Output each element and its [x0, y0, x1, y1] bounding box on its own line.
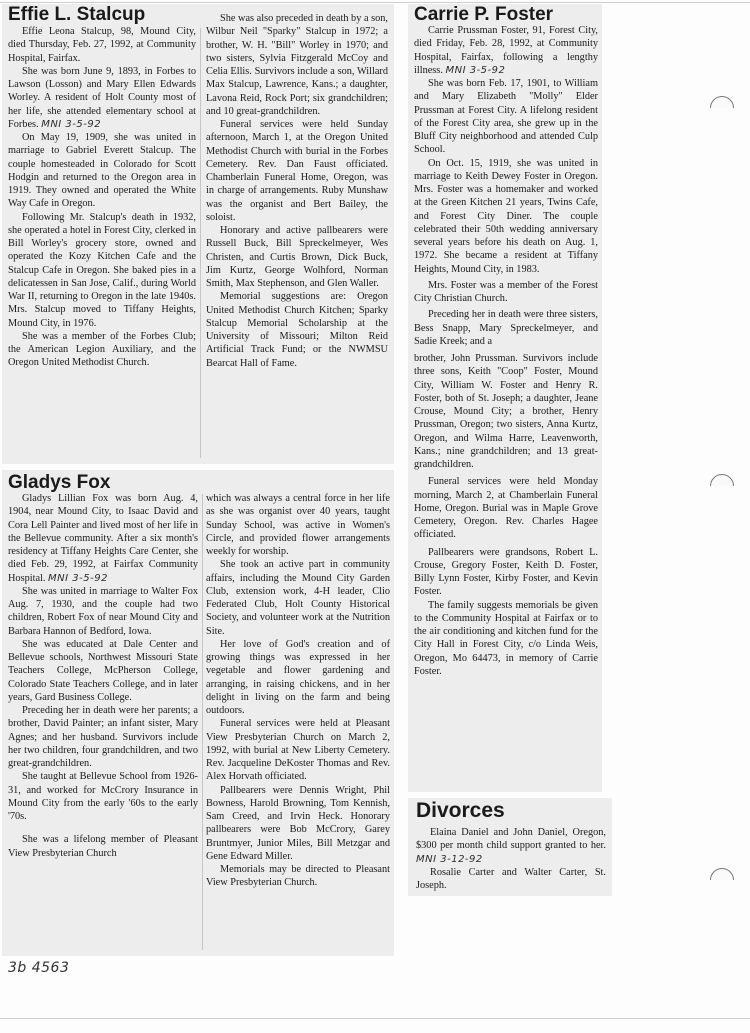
effie-paragraph: She was born June 9, 1893, in Forbes to Lawson (Losson) and Mary Ellen Edwards Worley. A resident of Holt County most of her life, she attended elementary school at Forbes. MNI 3-5-92	[8, 65, 196, 130]
carrie-paragraph: She was born Feb. 17, 1901, to William and Mary Elizabeth "Molly" Elder Prussman at Forest City. A lifelong resident of the Forest City area, she grew up in the Bluff City neighborhood and attended Culp School.	[414, 78, 598, 156]
effie-column-1	[8, 25, 196, 370]
binder-hole-top	[710, 96, 734, 120]
handwritten-date-note: MNI 3-5-92	[445, 64, 506, 76]
obituary-clipping-gladys-fox	[2, 470, 394, 956]
gladys-paragraph: Memorials may be directed to Pleasant View Presbyterian Church.	[206, 864, 390, 889]
gladys-paragraph: Funeral services were held at Pleasant View Presbyterian Church on March 2, 1992, with burial at New Liberty Cemetery. Rev. Jacqueline DeKoster Thomas and Rev. Alex Horvath officiated.	[206, 718, 390, 783]
gladys-paragraph: Her love of God's creation and of growing things was expressed in her vegetable and flower gardening and arranging, in raising chickens, and in her delight in living on the farm and being outdoors.	[206, 638, 390, 716]
effie-paragraph: Memorial suggestions are: Oregon United Methodist Church Kitchen; Sparky Stalcup Memorial Scholarship at the University of Missouri; Milton Reid Artificial Track Fund; or the NWMSU Bearcat Hall of Fame.	[206, 291, 388, 369]
obituary-heading-gladys: Gladys Fox	[8, 472, 111, 493]
binder-hole-middle	[710, 474, 734, 498]
divorce-entry: Rosalie Carter and Walter Carter, St. Joseph.	[416, 866, 606, 891]
handwritten-date-note: MNI 3-5-92	[41, 118, 102, 130]
obituary-heading-effie: Effie L. Stalcup	[8, 4, 146, 25]
gladys-paragraph: She took an active part in community affairs, including the Mound City Garden Club, extension work, 4-H leader, Clio Federated Club, Holt County Historical Society, and volunteer work at the Nutrition Site.	[206, 559, 390, 637]
gladys-paragraph: which was always a central force in her life as she was organist over 40 years, taught Sunday School, was active in Women's Circle, and provided flower arrangements weekly for worship.	[206, 493, 390, 557]
carrie-paragraph: The family suggests memorials be given to the Community Hospital at Fairfax or to the air conditioning and kitchen fund for the City Hall in Forest City, c/o Linda Weis, Oregon, Mo 64473, in memory of Carrie Foster.	[414, 599, 598, 677]
carrie-column	[414, 24, 598, 678]
effie-paragraph: On May 19, 1909, she was united in marriage to Gabriel Everett Stalcup. The couple homesteaded in Colorado for Scott Hodgin and returned to the Oregon area in 1919. They owned and operated the White Way Cafe in Oregon.	[8, 132, 196, 210]
effie-paragraph: Funeral services were held Sunday afternoon, March 1, at the Oregon United Methodist Church with burial in the Forbes Cemetery. Rev. Dan Faust officiated. Chamberlain Funeral Home, Oregon, was in charge of arrangements. Ruby Munshaw was the organist and Bert Bailey, the soloist.	[206, 119, 388, 223]
handwritten-catalog-number: 3b 4563	[8, 960, 70, 976]
binder-hole-bottom	[710, 868, 734, 892]
gladys-paragraph: Preceding her in death were her parents; a brother, David Painter; an infant sister, Mary Agnes; and her husband. Survivors include her two children, four grandchildren, and two great-grandchildren.	[8, 705, 198, 769]
obituary-heading-carrie: Carrie P. Foster	[414, 4, 554, 25]
gladys-paragraph: Pallbearers were Dennis Wright, Phil Bowness, Harold Browning, Tom Kennish, Sam Creed, and Irvin Heck. Honorary pallbearers were Bob McCrory, Garey Bruntmyer, Junior Miles, Bill Metzgar and Gene Edward Miller.	[206, 784, 390, 862]
obituary-clipping-carrie-foster	[408, 4, 602, 792]
carrie-paragraph: Mrs. Foster was a member of the Forest City Christian Church.	[414, 279, 598, 304]
scan-bottom-edge	[0, 1018, 750, 1019]
divorces-heading: Divorces	[416, 799, 505, 822]
divorces-clipping	[408, 798, 612, 896]
gladys-column-1	[8, 492, 198, 860]
gladys-paragraph: She was united in marriage to Walter Fox Aug. 7, 1930, and the couple had two children, Robert Fox of near Mound City and Barbara Hannon of Bedford, Iowa.	[8, 585, 198, 637]
divorce-entry: Elaina Daniel and John Daniel, Oregon, $300 per month child support granted to her. MNI 3-12-92	[416, 827, 606, 865]
gladys-paragraph: She was educated at Dale Center and Bellevue schools, Northwest Missouri State Teachers College, McPherson College, Colorado State Teachers College, and in later years, Gard Business College.	[8, 638, 198, 703]
column-rule	[202, 494, 203, 950]
effie-paragraph: Honorary and active pallbearers were Russell Buck, Bill Spreckelmeyer, Wes Christen, and Curtis Brown, Dick Buck, Jim Kurtz, George Wolhford, Norman Smith, Max Stephenson, and Glen Waller.	[206, 225, 388, 289]
effie-paragraph: She was a member of the Forbes Club; the American Legion Auxiliary, and the Oregon United Methodist Church.	[8, 330, 196, 369]
effie-paragraph: Following Mr. Stalcup's death in 1932, she operated a hotel in Forest City, clerked in Bill Worley's grocery store, owned and operated the Kozy Kitchen Cafe and the Stalcup Cafe in Oregon. She baked pies in a delicatessen in San Jose, Calif., during World War II, returning to Oregon in the late 1940s. Mrs. Stalcup moved to Tiffany Heights, Mound City, in 1976.	[8, 211, 196, 329]
effie-column-2	[206, 12, 388, 370]
handwritten-date-note: MNI 3-5-92	[48, 572, 108, 584]
effie-paragraph: She was also preceded in death by a son, Wilbur Neil "Sparky" Stalcup in 1972; a brother, W. H. "Bill" Worley in 1970; and two sisters, Sylvia Fitzgerald McCoy and Celia Ellis. Survivors include a son, Willard Max Stalcup, Lawrence, Kans.; a daughter, Lavona Reid, Rock Port; six grandchildren; and 10 great-grandchildren.	[206, 13, 388, 117]
obituary-clipping-effie-stalcup	[2, 4, 394, 464]
scan-top-edge	[0, 2, 750, 3]
carrie-paragraph: brother, John Prussman. Survivors include three sons, Keith "Coop" Foster, Mound City, William W. Foster and Henry R. Foster, both of St. Joseph; a daughter, Jeane Crouse, Mound City; a brother, Henry Prussman, Oregon; two sisters, Anna Kurtz, Oregon, and Wilma Harre, Leavenworth, Kans.; nine grandchildren; and 13 great-grandchildren.	[414, 353, 598, 470]
effie-paragraph: Effie Leona Stalcup, 98, Mound City, died Thursday, Feb. 27, 1992, at Community Hospital, Fairfax.	[8, 26, 196, 64]
column-rule	[200, 28, 201, 458]
gladys-paragraph: She was a lifelong member of Pleasant View Presbyterian Church	[8, 834, 198, 859]
gladys-paragraph: She taught at Bellevue School from 1926-31, and worked for McCrory Insurance in Mound City from the early '60s to the early '70s.	[8, 771, 198, 822]
gladys-column-2	[206, 492, 390, 890]
gladys-paragraph: Gladys Lillian Fox was born Aug. 4, 1904, near Mound City, to Isaac David and Cora Lell Painter and lived most of her life in the Bellevue community. After a six month's residency at Tiffany Heights Care Center, she died Feb. 29, 1992, at Fairfax Community Hospital. MNI 3-5-92	[8, 493, 198, 584]
carrie-paragraph: Carrie Prussman Foster, 91, Forest City, died Friday, Feb. 28, 1992, at Community Hospital, Fairfax, following a lengthy illness. MNI 3-5-92	[414, 25, 598, 76]
carrie-paragraph: Preceding her in death were three sisters, Bess Snapp, Mary Spreckelmeyer, and Sadie Kreek; and a	[414, 309, 598, 347]
divorces-column	[416, 826, 606, 892]
carrie-paragraph: Pallbearers were grandsons, Robert L. Crouse, Gregory Foster, Keith D. Foster, Billy Lynn Foster, Kirby Foster, and Kevin Foster.	[414, 546, 598, 598]
carrie-paragraph: Funeral services were held Monday morning, March 2, at Chamberlain Funeral Home, Oregon. Burial was in Maple Grove Cemetery, Oregon. Rev. Charles Hagee officiated.	[414, 476, 598, 541]
carrie-paragraph: On Oct. 15, 1919, she was united in marriage to Keith Dewey Foster in Oregon. Mrs. Foster was a homemaker and worked at the Green Kitchen 21 years, Twins Cafe, and Forest City Diner. The couple celebrated their 50th wedding anniversary several years before his death on Aug. 1, 1972. She became a resident at Tiffany Heights, Mound City, in 1983.	[414, 157, 598, 275]
handwritten-date-note: MNI 3-12-92	[416, 853, 483, 865]
